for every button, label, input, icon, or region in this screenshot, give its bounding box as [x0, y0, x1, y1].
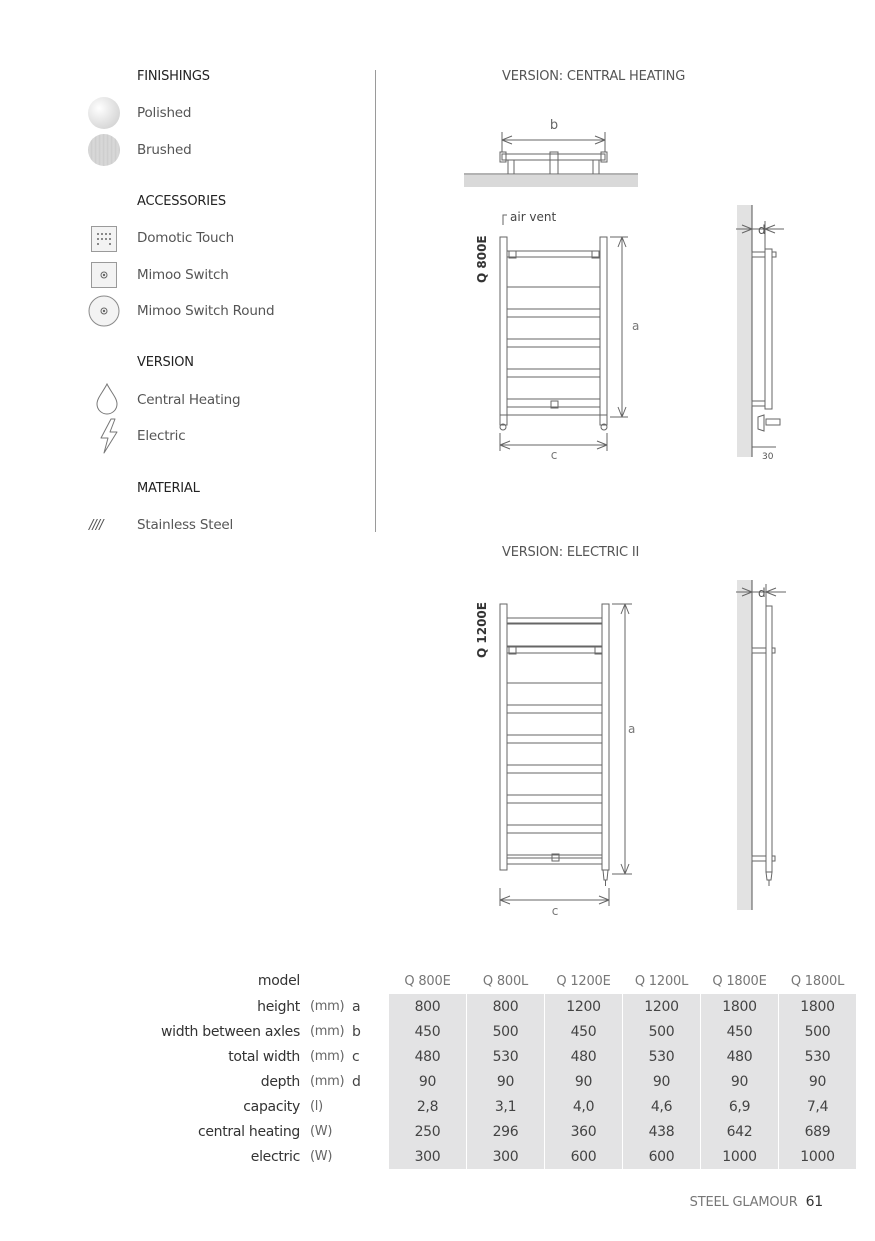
row-dimension-letter: c: [352, 1048, 360, 1065]
finishings-title: FINISHINGS: [137, 69, 210, 84]
table-cell: 1800: [778, 994, 856, 1019]
table-row: [140, 994, 856, 1019]
table-cell: 500: [466, 1019, 544, 1044]
central-top-view-drawing: [460, 112, 645, 188]
column-divider: [375, 70, 376, 532]
row-unit: (l): [310, 1099, 323, 1114]
electric-dim-a-label: a: [628, 722, 636, 736]
table-cell: 296: [466, 1119, 544, 1144]
table-row: [140, 1094, 856, 1119]
model-header: Q 800L: [466, 968, 544, 994]
row-label: depth: [260, 1073, 300, 1090]
table-cell: 90: [544, 1069, 622, 1094]
mimoo-switch-icon: [91, 262, 117, 288]
hatch-icon: ////: [89, 518, 103, 533]
table-cell: 689: [778, 1119, 856, 1144]
table-cell: 4,6: [622, 1094, 700, 1119]
model-header: Q 1200L: [622, 968, 700, 994]
model-header: Q 1800L: [778, 968, 856, 994]
table-cell: 450: [544, 1019, 622, 1044]
table-cell: 300: [388, 1144, 466, 1169]
electric-side-view-drawing: [728, 580, 798, 915]
table-row: [140, 1144, 856, 1169]
version-title: VERSION: [137, 355, 194, 370]
electric-dim-c-label: c: [551, 904, 559, 918]
table-cell: 642: [700, 1119, 778, 1144]
model-header: Q 800E: [388, 968, 466, 994]
central-front-view-drawing: [470, 205, 640, 465]
table-cell: 800: [466, 994, 544, 1019]
row-label: width between axles: [161, 1023, 300, 1040]
spec-table: [140, 968, 856, 1169]
table-cell: 1800: [700, 994, 778, 1019]
table-cell: 6,9: [700, 1094, 778, 1119]
air-vent-label: air vent: [510, 210, 557, 224]
table-cell: 7,4: [778, 1094, 856, 1119]
table-header-row: [140, 968, 856, 994]
brushed-swatch-icon: [88, 134, 120, 166]
row-unit: (mm): [310, 999, 345, 1014]
lightning-icon: [98, 418, 120, 454]
dim-a-label: a: [632, 319, 640, 333]
model-header: Q 1200E: [544, 968, 622, 994]
version-label-central: Central Heating: [137, 392, 241, 408]
table-cell: 1200: [544, 994, 622, 1019]
table-cell: 90: [388, 1069, 466, 1094]
row-unit: (W): [310, 1149, 333, 1164]
row-label: total width: [228, 1048, 300, 1065]
row-unit: (mm): [310, 1024, 345, 1039]
row-label: electric: [250, 1148, 300, 1165]
table-cell: 800: [388, 994, 466, 1019]
table-cell: 4,0: [544, 1094, 622, 1119]
table-cell: 530: [622, 1044, 700, 1069]
table-cell: 530: [778, 1044, 856, 1069]
central-side-view-drawing: [728, 205, 798, 465]
electric-version-title: VERSION: ELECTRIC II: [502, 545, 640, 560]
row-dimension-letter: [352, 1119, 388, 1144]
model-label-q1200e: Q 1200E: [475, 602, 489, 658]
version-label-electric: Electric: [137, 428, 186, 444]
table-cell: 360: [544, 1119, 622, 1144]
table-cell: 90: [622, 1069, 700, 1094]
central-version-title: VERSION: CENTRAL HEATING: [502, 69, 686, 84]
table-cell: 90: [466, 1069, 544, 1094]
accessory-label-domotic: Domotic Touch: [137, 230, 234, 246]
table-row: [140, 1119, 856, 1144]
row-unit: (W): [310, 1124, 333, 1139]
table-row: [140, 1019, 856, 1044]
table-cell: 450: [388, 1019, 466, 1044]
electric-front-view-drawing: [470, 596, 640, 921]
table-cell: 90: [700, 1069, 778, 1094]
table-cell: 300: [466, 1144, 544, 1169]
finishing-label-brushed: Brushed: [137, 142, 192, 158]
row-dimension-letter: b: [352, 1023, 361, 1040]
dim-b-label: b: [549, 118, 559, 133]
table-cell: 600: [622, 1144, 700, 1169]
row-dimension-letter: d: [352, 1073, 361, 1090]
table-cell: 480: [700, 1044, 778, 1069]
table-cell: 500: [622, 1019, 700, 1044]
polished-swatch-icon: [88, 97, 120, 129]
table-row: [140, 1044, 856, 1069]
table-cell: 250: [388, 1119, 466, 1144]
dim-c-label: c: [550, 448, 558, 462]
table-cell: 450: [700, 1019, 778, 1044]
row-dimension-letter: a: [352, 998, 361, 1015]
material-title: MATERIAL: [137, 481, 200, 496]
water-drop-icon: [94, 382, 120, 416]
table-cell: 2,8: [388, 1094, 466, 1119]
accessories-title: ACCESSORIES: [137, 194, 226, 209]
row-label: capacity: [243, 1098, 300, 1115]
page-number: 61: [805, 1194, 823, 1210]
row-unit: (mm): [310, 1074, 345, 1089]
finishing-label-polished: Polished: [137, 105, 192, 121]
table-row: [140, 1069, 856, 1094]
table-cell: 438: [622, 1119, 700, 1144]
row-label: central heating: [197, 1123, 300, 1140]
table-cell: 500: [778, 1019, 856, 1044]
table-cell: 480: [388, 1044, 466, 1069]
dim-d-label: d: [758, 223, 766, 237]
accessory-label-mimoo: Mimoo Switch: [137, 267, 229, 283]
table-cell: 530: [466, 1044, 544, 1069]
table-cell: 90: [778, 1069, 856, 1094]
row-dimension-letter: [352, 1144, 388, 1169]
table-cell: 1200: [622, 994, 700, 1019]
accessory-label-mimoo-round: Mimoo Switch Round: [137, 303, 275, 319]
electric-dim-d-label: d: [758, 586, 766, 600]
table-cell: 1000: [778, 1144, 856, 1169]
table-header-label: model: [257, 973, 300, 989]
row-unit: (mm): [310, 1049, 345, 1064]
model-header: Q 1800E: [700, 968, 778, 994]
table-cell: 3,1: [466, 1094, 544, 1119]
table-cell: 600: [544, 1144, 622, 1169]
page-footer: [690, 1194, 823, 1210]
row-label: height: [257, 998, 300, 1015]
table-cell: 480: [544, 1044, 622, 1069]
row-dimension-letter: [352, 1094, 388, 1119]
domotic-touch-icon: [91, 226, 117, 252]
mimoo-switch-round-icon: [88, 295, 120, 327]
model-label-q800e: Q 800E: [475, 235, 489, 283]
material-label-stainless: Stainless Steel: [137, 517, 234, 533]
dim-30-label: 30: [762, 452, 774, 462]
footer-title: STEEL GLAMOUR: [689, 1195, 798, 1210]
table-cell: 1000: [700, 1144, 778, 1169]
